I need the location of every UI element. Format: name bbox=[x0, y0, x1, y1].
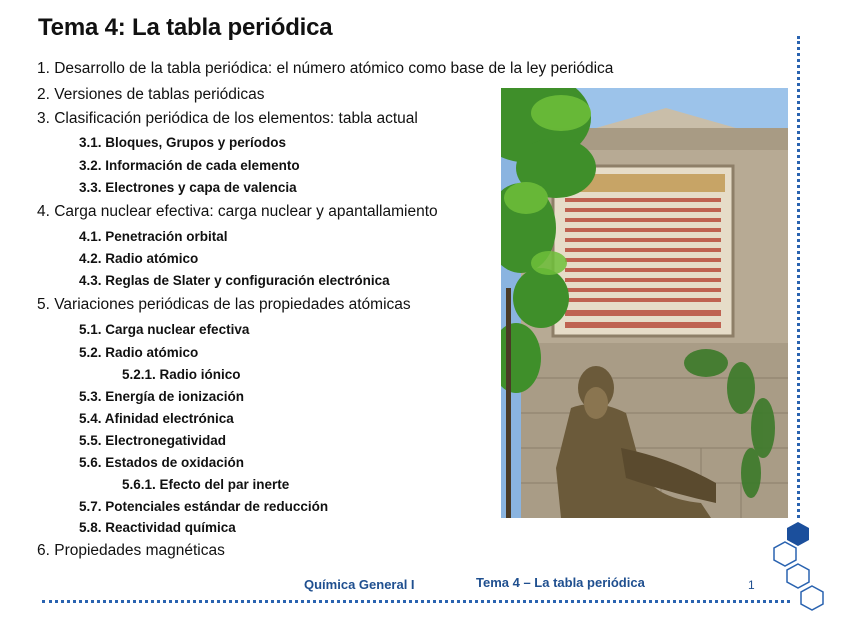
outline-item-level-1: 4. Carga nuclear efectiva: carga nuclear y apantallamiento bbox=[37, 203, 438, 220]
mendeleev-monument-photo bbox=[501, 88, 788, 518]
outline-item-level-2: 5.3. Energía de ionización bbox=[79, 389, 245, 404]
outline-item-level-2: 5.4. Afinidad electrónica bbox=[79, 411, 234, 426]
outline-item-level-1: 5. Variaciones periódicas de las propiedades atómicas bbox=[37, 296, 411, 313]
outline-item-level-2: 3.1. Bloques, Grupos y períodos bbox=[79, 135, 287, 150]
outline-item-level-2: 5.6. Estados de oxidación bbox=[79, 455, 245, 470]
outline-item-level-2: 3.2. Información de cada elemento bbox=[79, 158, 300, 173]
footer-dotted-border bbox=[42, 600, 790, 603]
slide-title: Tema 4: La tabla periódica bbox=[38, 14, 333, 41]
outline-item-level-2: 4.1. Penetración orbital bbox=[79, 229, 228, 244]
outline-item-level-1: 6. Propiedades magnéticas bbox=[37, 542, 225, 559]
outline-item-level-2: 3.3. Electrones y capa de valencia bbox=[79, 180, 297, 195]
outline-item-level-2: 4.2. Radio atómico bbox=[79, 251, 199, 266]
outline-item-level-2: 5.8. Reactividad química bbox=[79, 520, 236, 535]
outline-item-level-1: 3. Clasificación periódica de los elementos: tabla actual bbox=[37, 110, 418, 127]
outline-item-level-2: 5.7. Potenciales estándar de reducción bbox=[79, 499, 329, 514]
outline-item-level-2: 5.1. Carga nuclear efectiva bbox=[79, 322, 250, 337]
outline-item-level-2: 5.5. Electronegatividad bbox=[79, 433, 227, 448]
right-dotted-border bbox=[797, 36, 800, 518]
footer-topic: Tema 4 – La tabla periódica bbox=[476, 575, 645, 590]
outline-item-level-1: 2. Versiones de tablas periódicas bbox=[37, 86, 265, 103]
hexagon-logo-icon bbox=[768, 520, 826, 621]
outline-item-level-2: 4.3. Reglas de Slater y configuración electrónica bbox=[79, 273, 390, 288]
outline-item-level-2: 5.2. Radio atómico bbox=[79, 345, 199, 360]
outline-item-level-1: 1. Desarrollo de la tabla periódica: el número atómico como base de la ley periódica bbox=[37, 60, 614, 77]
footer-course: Química General I bbox=[304, 577, 415, 592]
outline-item-level-3: 5.2.1. Radio iónico bbox=[122, 367, 241, 382]
page-number: 1 bbox=[748, 578, 755, 592]
outline-item-level-3: 5.6.1. Efecto del par inerte bbox=[122, 477, 290, 492]
